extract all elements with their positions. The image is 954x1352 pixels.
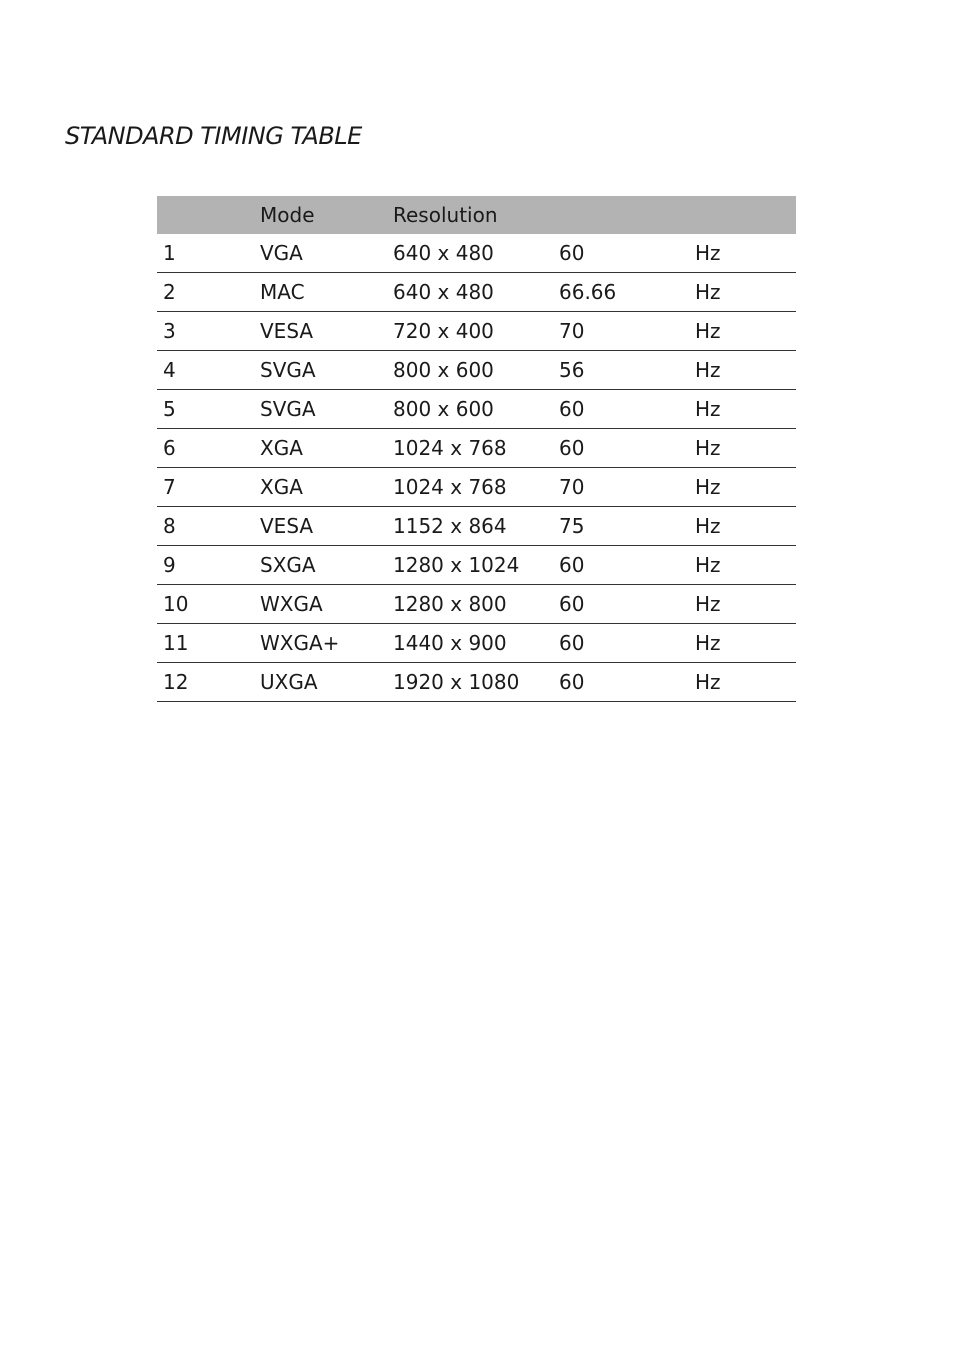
cell-unit: Hz xyxy=(689,585,796,624)
cell-mode: XGA xyxy=(254,429,387,468)
cell-mode: MAC xyxy=(254,273,387,312)
cell-number: 8 xyxy=(157,507,254,546)
cell-mode: XGA xyxy=(254,468,387,507)
cell-number: 3 xyxy=(157,312,254,351)
cell-frequency: 60 xyxy=(553,663,689,702)
cell-number: 10 xyxy=(157,585,254,624)
table-row xyxy=(157,585,796,624)
table-body xyxy=(157,234,796,702)
header-cell-frequency xyxy=(553,196,689,234)
table-row xyxy=(157,546,796,585)
cell-unit: Hz xyxy=(689,312,796,351)
cell-frequency: 70 xyxy=(553,312,689,351)
table-row xyxy=(157,624,796,663)
cell-frequency: 60 xyxy=(553,546,689,585)
table-row xyxy=(157,234,796,273)
header-cell-unit xyxy=(689,196,796,234)
cell-frequency: 60 xyxy=(553,234,689,273)
cell-resolution: 1152 x 864 xyxy=(387,507,553,546)
page-title: STANDARD TIMING TABLE xyxy=(65,122,362,150)
cell-mode: VESA xyxy=(254,312,387,351)
cell-frequency: 75 xyxy=(553,507,689,546)
cell-unit: Hz xyxy=(689,390,796,429)
cell-unit: Hz xyxy=(689,429,796,468)
header-cell-mode: Mode xyxy=(260,203,315,227)
cell-frequency: 70 xyxy=(553,468,689,507)
cell-unit: Hz xyxy=(689,273,796,312)
cell-resolution: 640 x 480 xyxy=(387,234,553,273)
cell-frequency: 66.66 xyxy=(553,273,689,312)
cell-unit: Hz xyxy=(689,468,796,507)
table-row xyxy=(157,351,796,390)
table-row xyxy=(157,429,796,468)
cell-resolution: 1440 x 900 xyxy=(387,624,553,663)
table-header-row xyxy=(157,196,796,234)
cell-number: 5 xyxy=(157,390,254,429)
cell-resolution: 800 x 600 xyxy=(387,390,553,429)
cell-unit: Hz xyxy=(689,624,796,663)
cell-frequency: 60 xyxy=(553,390,689,429)
cell-mode: UXGA xyxy=(254,663,387,702)
table-row xyxy=(157,663,796,702)
cell-number: 4 xyxy=(157,351,254,390)
cell-resolution: 1024 x 768 xyxy=(387,429,553,468)
table-row xyxy=(157,507,796,546)
table-row xyxy=(157,312,796,351)
table-row xyxy=(157,390,796,429)
cell-resolution: 1920 x 1080 xyxy=(387,663,553,702)
cell-mode: VESA xyxy=(254,507,387,546)
cell-mode: VGA xyxy=(254,234,387,273)
cell-resolution: 720 x 400 xyxy=(387,312,553,351)
cell-mode: WXGA xyxy=(254,585,387,624)
header-cell-number xyxy=(157,196,254,234)
table-row xyxy=(157,273,796,312)
cell-number: 2 xyxy=(157,273,254,312)
standard-timing-table xyxy=(157,196,796,702)
cell-resolution: 1280 x 1024 xyxy=(387,546,553,585)
cell-unit: Hz xyxy=(689,351,796,390)
cell-resolution: 1280 x 800 xyxy=(387,585,553,624)
cell-frequency: 60 xyxy=(553,585,689,624)
cell-mode: SVGA xyxy=(254,351,387,390)
cell-frequency: 60 xyxy=(553,624,689,663)
cell-mode: WXGA+ xyxy=(254,624,387,663)
cell-unit: Hz xyxy=(689,546,796,585)
cell-mode: SVGA xyxy=(254,390,387,429)
cell-mode: SXGA xyxy=(254,546,387,585)
table-row xyxy=(157,468,796,507)
cell-number: 6 xyxy=(157,429,254,468)
cell-resolution: 1024 x 768 xyxy=(387,468,553,507)
cell-frequency: 56 xyxy=(553,351,689,390)
cell-frequency: 60 xyxy=(553,429,689,468)
cell-unit: Hz xyxy=(689,663,796,702)
cell-number: 7 xyxy=(157,468,254,507)
cell-number: 11 xyxy=(157,624,254,663)
cell-number: 12 xyxy=(157,663,254,702)
cell-number: 9 xyxy=(157,546,254,585)
cell-resolution: 800 x 600 xyxy=(387,351,553,390)
cell-unit: Hz xyxy=(689,234,796,273)
table-header xyxy=(157,196,796,234)
cell-resolution: 640 x 480 xyxy=(387,273,553,312)
cell-number: 1 xyxy=(157,234,254,273)
header-cell-resolution: Resolution xyxy=(393,203,498,227)
cell-unit: Hz xyxy=(689,507,796,546)
